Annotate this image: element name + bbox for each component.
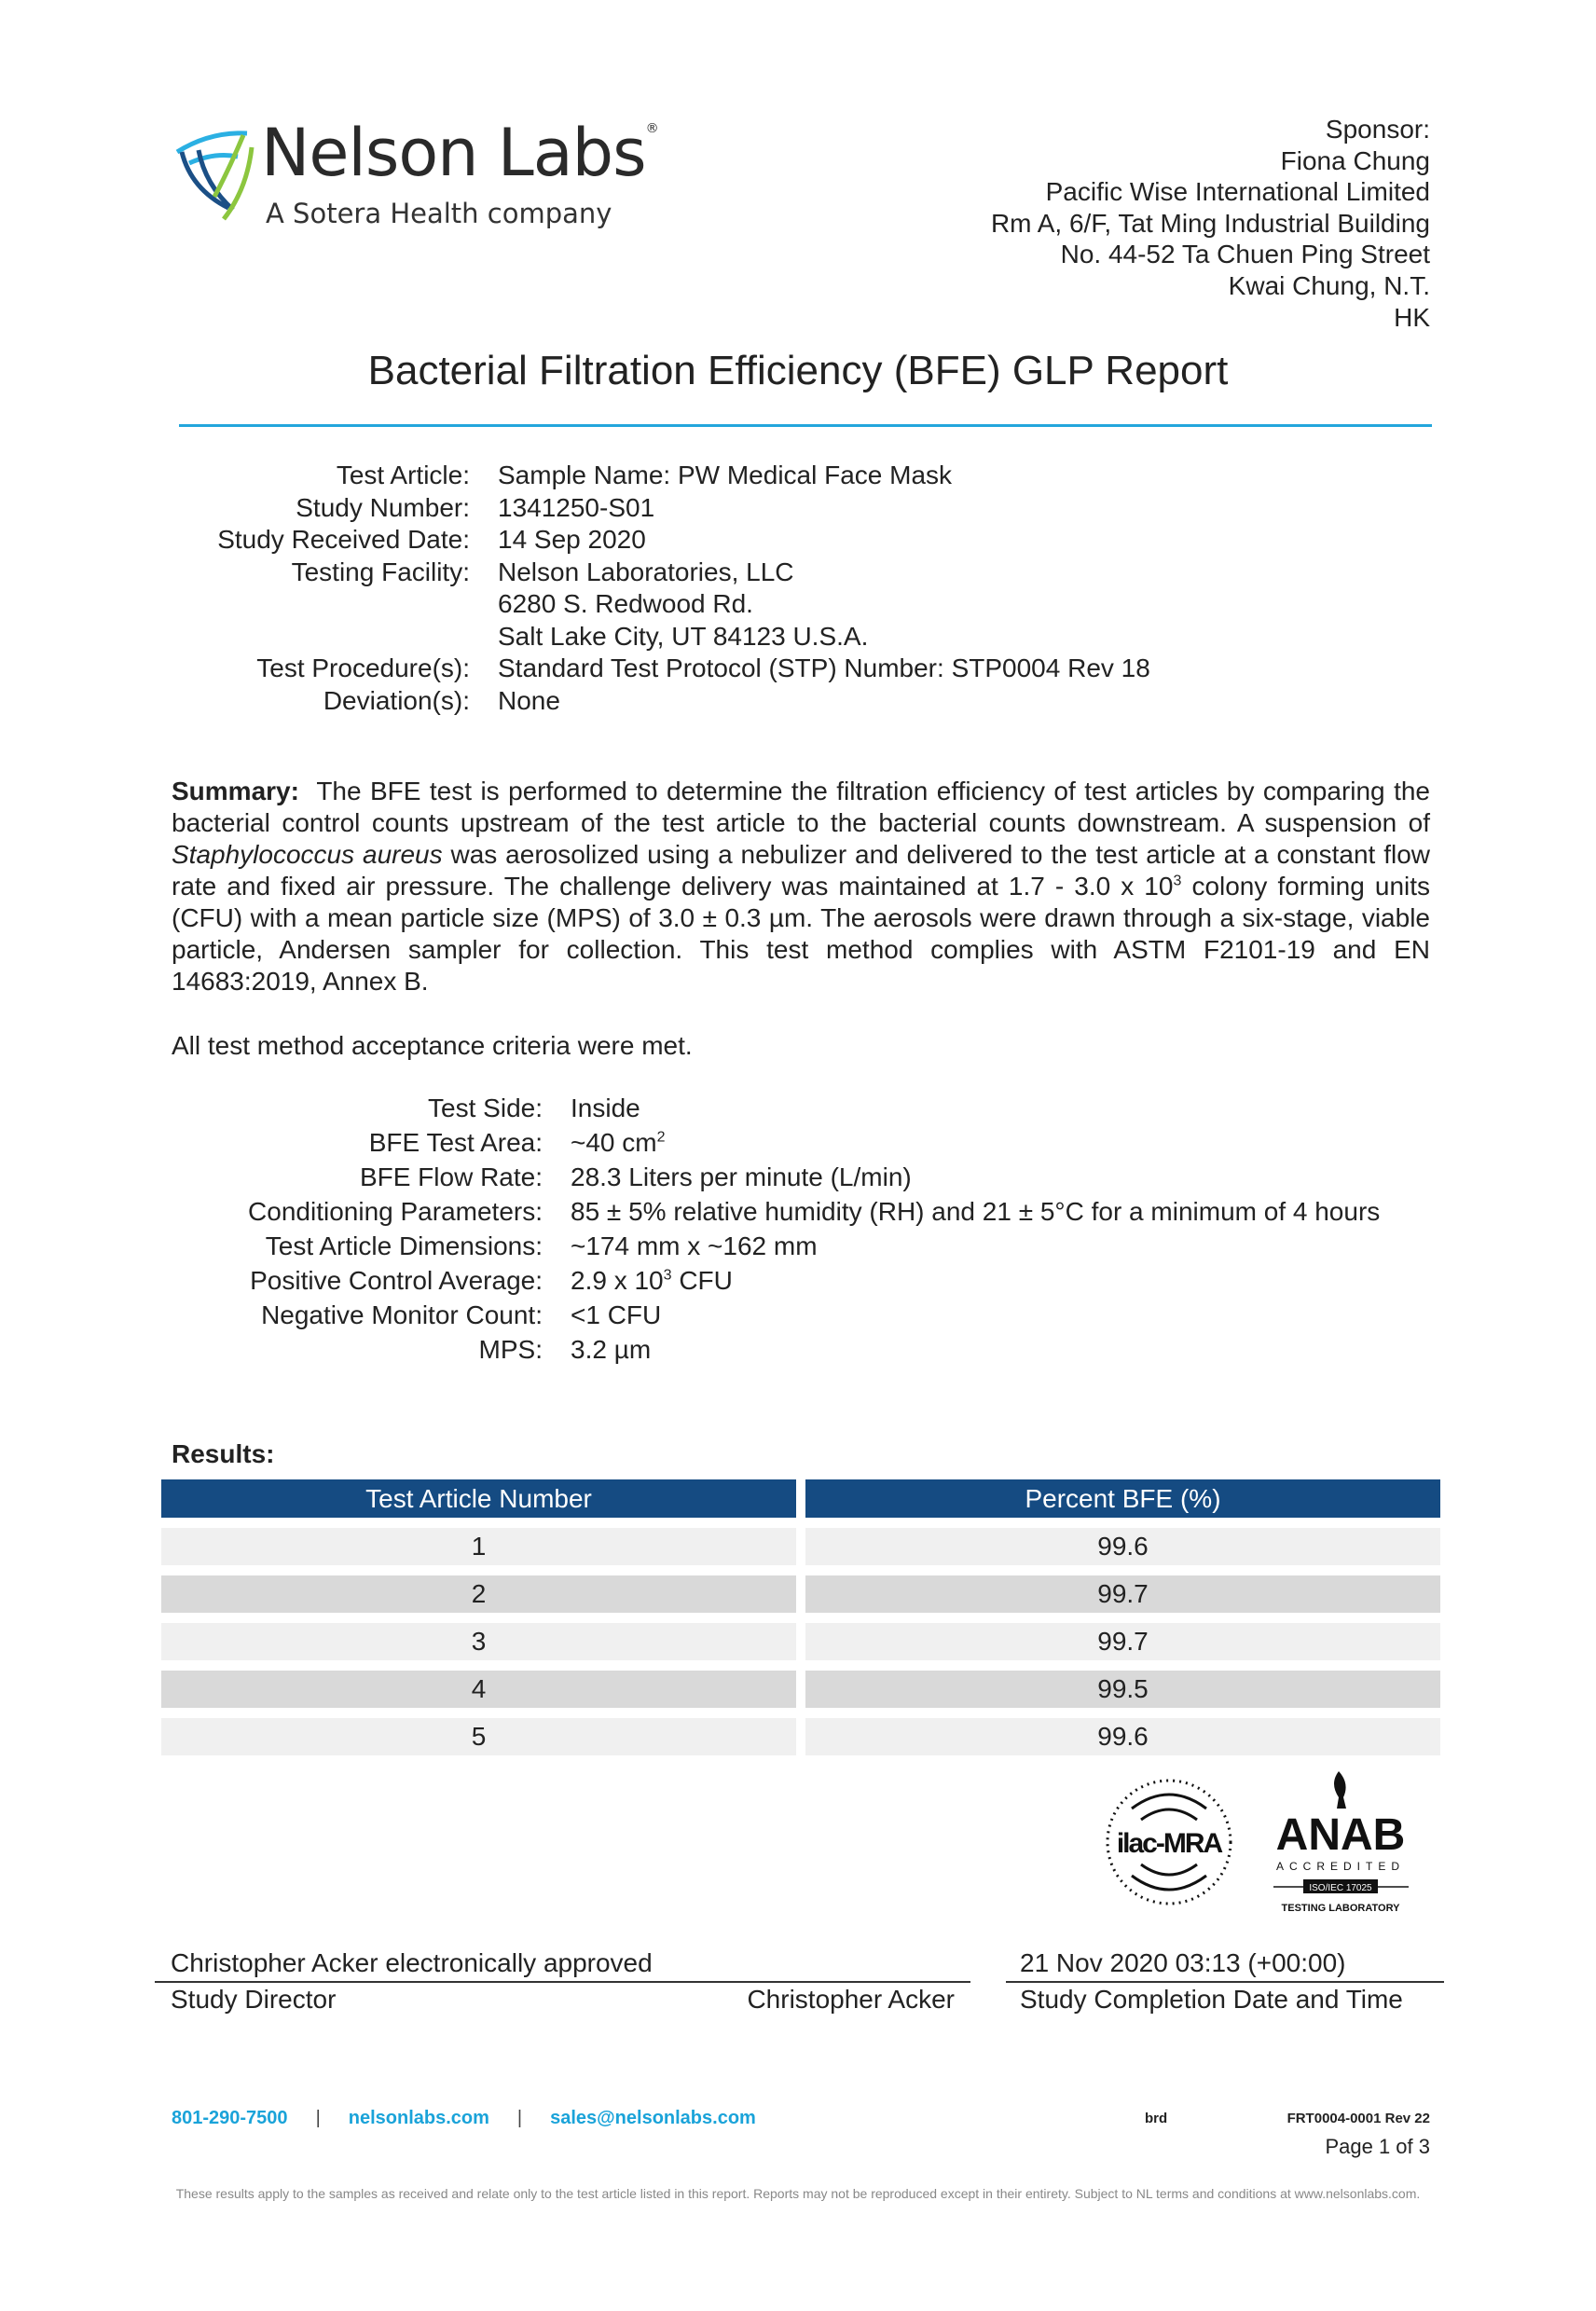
header-percent-bfe: Percent BFE (%) [805,1479,1440,1518]
page-title: Bacterial Filtration Efficiency (BFE) GLP Report [367,348,1229,393]
param-value [543,1196,1380,1231]
param-value [543,1162,912,1196]
sponsor-address [991,114,1430,333]
phone-link[interactable]: 801-290-7500 [172,2108,288,2128]
study-info [172,460,1150,717]
param-row [172,1196,1570,1231]
test-parameters [172,1093,1570,1369]
info-value: Nelson Laboratories, LLC [498,557,794,586]
param-row [172,1334,1570,1369]
accreditation-logos [1106,1771,1423,1920]
info-value: 14 Sep 2020 [498,525,646,554]
svg-text:ISO/IEC 17025: ISO/IEC 17025 [1309,1883,1372,1893]
separator: | [516,2108,523,2128]
param-row [172,1300,1570,1334]
info-label: Test Procedure(s): [256,653,470,682]
param-row [172,1162,1570,1196]
info-row [172,460,1150,492]
param-label: Conditioning Parameters: [248,1197,543,1226]
form-number: FRT0004-0001 Rev 22 [1286,2111,1430,2126]
info-label: Study Received Date: [217,525,470,554]
info-value: Sample Name: PW Medical Face Mask [498,461,953,489]
svg-text:ANAB: ANAB [1275,1810,1406,1860]
completion-date: 21 Nov 2020 03:13 (+00:00) [1020,1948,1346,1977]
sponsor-line: Rm A, 6/F, Tat Ming Industrial Building [990,208,1430,238]
info-label: Test Article: [336,461,470,489]
info-value: Standard Test Protocol (STP) Number: STP0004 Rev 18 [498,653,1150,682]
sponsor-line: Pacific Wise International Limited [1045,177,1430,207]
param-value-text: ~174 mm x ~162 mm [571,1231,818,1260]
header-test-article-number: Test Article Number [161,1479,796,1518]
page-number: Page 1 of 3 [1325,2135,1430,2158]
param-value-text: 28.3 Liters per minute (L/min) [571,1162,912,1191]
param-label: Positive Control Average: [250,1266,543,1295]
sponsor-line: HK [1394,302,1430,332]
info-row [172,621,1150,653]
param-label: BFE Flow Rate: [359,1162,543,1191]
param-row [172,1093,1570,1127]
sponsor-line: Sponsor: [1325,115,1430,144]
param-value-text: 2.9 x 10 [571,1266,664,1295]
param-row [172,1265,1570,1300]
cell-test-article: 2 [161,1575,796,1613]
param-value [543,1231,818,1265]
table-row [161,1623,1440,1660]
cell-test-article: 3 [161,1623,796,1660]
param-value-text: ~40 cm [571,1128,657,1157]
info-value: 1341250-S01 [498,492,655,522]
param-row [172,1127,1570,1162]
cell-test-article: 5 [161,1718,796,1755]
param-label: Negative Monitor Count: [261,1300,543,1329]
separator: | [315,2108,321,2128]
info-row [172,653,1150,685]
sponsor-line: Kwai Chung, N.T. [1228,270,1430,300]
table-header [161,1479,1440,1518]
info-label: Deviation(s): [323,685,470,715]
svg-text:ilac-MRA: ilac-MRA [1116,1828,1222,1859]
param-value-text: 85 ± 5% relative humidity (RH) and 21 ± 5°C for a minimum of 4 hours [571,1197,1381,1226]
results-table [161,1479,1440,1766]
info-value: Salt Lake City, UT 84123 U.S.A. [498,621,869,651]
results-heading: Results: [172,1439,275,1468]
param-exponent: 3 [663,1267,672,1284]
summary-paragraph: Summary: The BFE test is performed to determine the filtration efficiency of test articles by comparing the bacterial control counts upstream of the test article to the bacterial counts downstream. A suspension of Staphylococcus aureus was aerosolized using a nebulizer and delivered to the test article at a constant flow rate and fixed air pressure. The challenge delivery was maintained at 1.7 - 3.0 x $10^3$ colony forming units (CFU) with a mean particle size (MPS) of 3.0 ± 0.3 µm. The aerosols were drawn through a six-stage, viable particle, Andersen sampler for collection. This test method complies with ASTM F2101-19 and EN 14683:2019, Annex B. [172,777,1431,996]
cell-test-article: 1 [161,1528,796,1565]
info-label [172,588,470,621]
date-line [1006,1981,1444,1983]
param-value [543,1300,661,1334]
table-row [161,1575,1440,1613]
signature-line [155,1981,970,1983]
signer-role: Study Director [171,1985,337,2014]
param-value-text: <1 CFU [571,1300,662,1329]
param-value [543,1265,733,1300]
title-divider [179,424,1432,427]
info-label [172,621,470,653]
info-row [172,524,1150,557]
logo-tagline: A Sotera Health company [266,198,612,229]
cell-percent-bfe: 99.6 [805,1718,1440,1755]
info-label: Study Number: [296,492,470,522]
cell-percent-bfe: 99.6 [805,1528,1440,1565]
completion-date-label: Study Completion Date and Time [1020,1985,1403,2014]
sponsor-line: Fiona Chung [1280,145,1430,175]
param-label: Test Side: [428,1094,543,1122]
logo-mark-icon [172,124,256,227]
param-label: MPS: [478,1335,543,1364]
email-link[interactable]: sales@nelsonlabs.com [550,2108,756,2128]
param-exponent: 2 [656,1129,666,1146]
signer-name: Christopher Acker [747,1985,955,2014]
info-value: None [498,685,560,715]
cell-test-article: 4 [161,1671,796,1708]
ilac-mra-logo [1108,1781,1231,1904]
param-label: BFE Test Area: [368,1128,543,1157]
info-row [172,685,1150,718]
param-value-text: Inside [571,1094,640,1122]
cell-percent-bfe: 99.7 [805,1623,1440,1660]
param-value [543,1127,666,1162]
param-unit: CFU [671,1266,733,1295]
table-row [161,1718,1440,1755]
acceptance-statement: All test method acceptance criteria were met. [172,1031,693,1060]
info-row [172,492,1150,525]
svg-text:ACCREDITED: ACCREDITED [1275,1860,1406,1873]
info-row [172,557,1150,589]
table-row [161,1671,1440,1708]
logo-name: Nelson Labs® [261,115,658,191]
cell-percent-bfe: 99.5 [805,1671,1440,1708]
website-link[interactable]: nelsonlabs.com [348,2108,489,2128]
param-row [172,1231,1570,1265]
table-row [161,1528,1440,1565]
info-value: 6280 S. Redwood Rd. [498,589,753,618]
param-label: Test Article Dimensions: [265,1231,543,1260]
cell-percent-bfe: 99.7 [805,1575,1440,1613]
nelson-labs-logo [172,115,658,236]
approval-text: Christopher Acker electronically approved [171,1948,653,1977]
info-row [172,588,1150,621]
sponsor-line: No. 44-52 Ta Chuen Ping Street [1060,240,1430,269]
param-value [543,1334,651,1369]
param-value [543,1093,640,1127]
param-value-text: 3.2 µm [571,1335,652,1364]
disclaimer: These results apply to the samples as received and relate only to the test article listed in this report. Reports may not be reproduced except in their entirety. Subject to NL terms and conditions at www.nelsonlabs.com. [175,2186,1421,2201]
svg-text:TESTING LABORATORY: TESTING LABORATORY [1281,1903,1400,1914]
info-label: Testing Facility: [291,557,470,586]
initials: brd [1145,2111,1168,2126]
footer-contacts [172,2107,756,2129]
anab-logo [1273,1771,1409,1914]
